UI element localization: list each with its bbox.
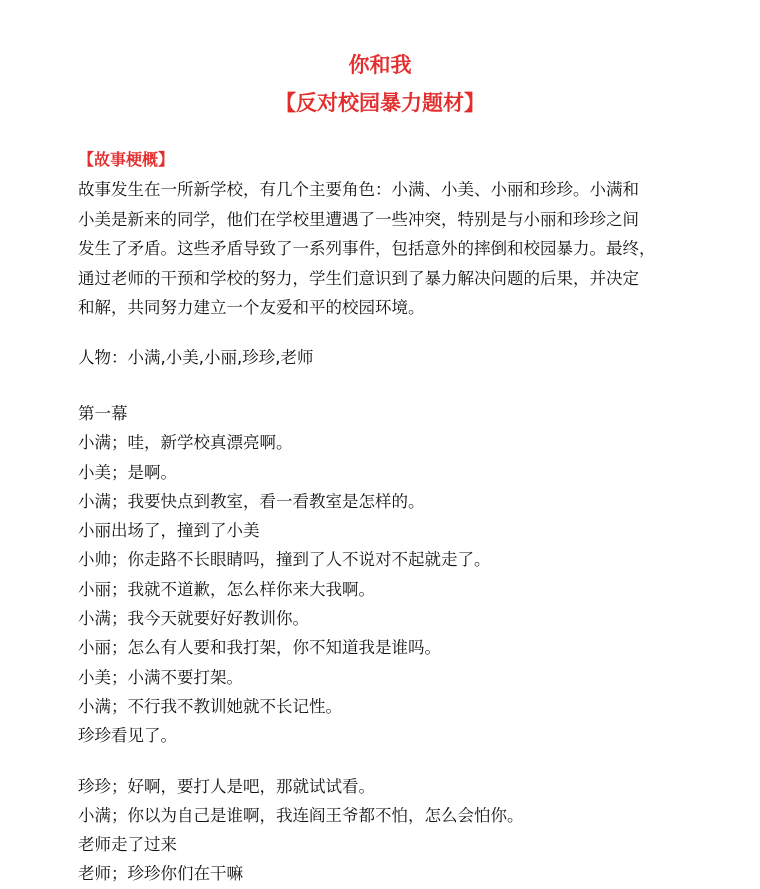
dialogue-line: 小满；不行我不教训她就不长记性。 bbox=[78, 696, 342, 716]
stage-direction: 小丽出场了，撞到了小美 bbox=[78, 521, 260, 541]
synopsis-line: 发生了矛盾。这些矛盾导致了一系列事件，包括意外的摔倒和校园暴力。最终， bbox=[78, 239, 656, 258]
dialogue-line: 小满；你以为自己是谁啊，我连阎王爷都不怕，怎么会怕你。 bbox=[78, 805, 524, 825]
stage-direction: 珍珍看见了。 bbox=[78, 726, 177, 746]
dialogue-line: 小满；哇，新学校真漂亮啊。 bbox=[78, 433, 293, 453]
synopsis-line: 和解，共同努力建立一个友爱和平的校园环境。 bbox=[78, 298, 425, 317]
dialogue-line: 小满；我要快点到教室，看一看教室是怎样的。 bbox=[78, 491, 425, 511]
dialogue-line: 小丽；怎么有人要和我打架，你不知道我是谁吗。 bbox=[78, 638, 441, 658]
synopsis-paragraph bbox=[78, 175, 678, 323]
dialogue-line: 珍珍；好啊，要打人是吧，那就试试看。 bbox=[78, 776, 375, 796]
dialogue-line: 小丽；我就不道歉，怎么样你来大我啊。 bbox=[78, 579, 375, 599]
synopsis-line: 通过老师的干预和学校的努力，学生们意识到了暴力解决问题的后果，并决定 bbox=[78, 268, 639, 288]
characters-list: 人物：小满,小美,小丽,珍珍,老师 bbox=[78, 348, 314, 367]
synopsis-heading: 【故事梗概】 bbox=[78, 150, 175, 169]
stage-direction: 老师走了过来 bbox=[78, 835, 177, 855]
synopsis-line: 故事发生在一所新学校，有几个主要角色：小满、小美、小丽和珍珍。小满和 bbox=[78, 180, 639, 199]
paragraph-gap bbox=[78, 751, 718, 772]
act-heading: 第一幕 bbox=[78, 404, 128, 423]
script-body bbox=[78, 399, 718, 889]
synopsis-line: 小美是新来的同学，他们在学校里遭遇了一些冲突，特别是与小丽和珍珍之间 bbox=[78, 209, 639, 229]
dialogue-line: 小帅；你走路不长眼睛吗，撞到了人不说对不起就走了。 bbox=[78, 550, 491, 570]
document-subtitle: 【反对校园暴力题材】 bbox=[275, 91, 485, 115]
dialogue-line: 小美；是啊。 bbox=[78, 462, 177, 482]
dialogue-line: 老师；珍珍你们在干嘛 bbox=[78, 864, 243, 884]
dialogue-line: 小美；小满不要打架。 bbox=[78, 667, 243, 687]
document-title: 你和我 bbox=[348, 53, 412, 77]
dialogue-line: 小满；我今天就要好好教训你。 bbox=[78, 609, 309, 629]
